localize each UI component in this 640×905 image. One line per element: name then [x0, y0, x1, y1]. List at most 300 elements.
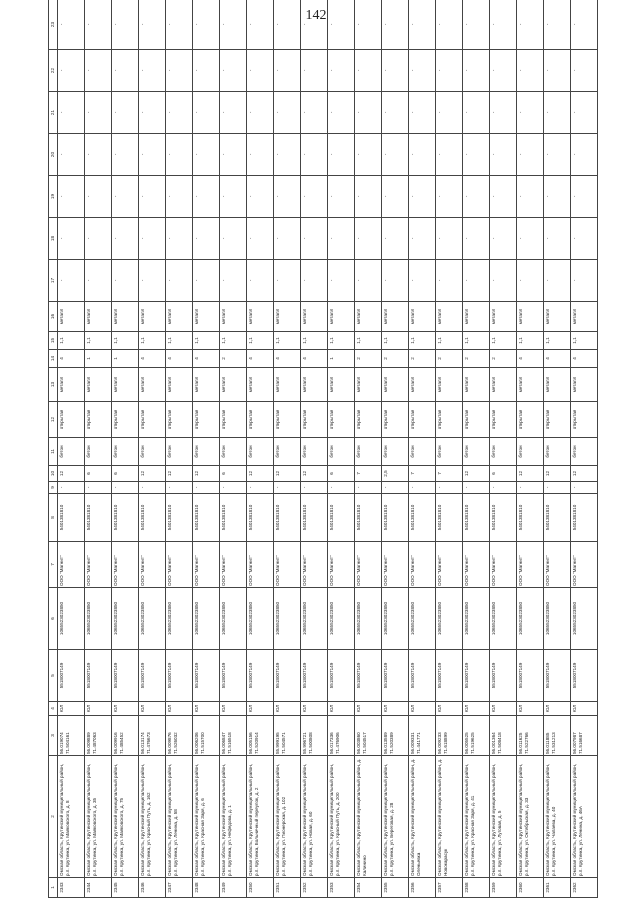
cell-c22: -: [463, 50, 490, 92]
cell-c19: -: [436, 176, 463, 218]
cell-c11: бетон: [247, 438, 274, 466]
cell-c14: 4: [517, 350, 544, 368]
cell-id: 2351: [274, 878, 301, 898]
cell-c13: металл: [436, 368, 463, 402]
cell-c15: 1,1: [463, 332, 490, 350]
cell-c17: -: [220, 260, 247, 302]
cell-c10: 12: [193, 466, 220, 482]
cell-c11: бетон: [571, 438, 598, 466]
cell-address: Омская область, Крутинский муниципальный район, р.п. Крутинка, ул. Береговая, д. 28: [382, 756, 409, 878]
cell-c12: открытая: [436, 402, 463, 438]
cell-c20: -: [517, 134, 544, 176]
cell-c22: -: [490, 50, 517, 92]
cell-id: 2347: [166, 878, 193, 898]
cell-address: Омская область, Крутинский муниципальный район, д. Оленьевка: [409, 756, 436, 878]
cell-okved: 5401381810: [274, 494, 301, 542]
cell-c19: -: [220, 176, 247, 218]
cell-c21: -: [193, 92, 220, 134]
cell-c20: -: [301, 134, 328, 176]
cell-c23: -: [355, 0, 382, 50]
cell-c16: металл: [193, 302, 220, 332]
cell-c20: -: [463, 134, 490, 176]
cell-c15: 1,1: [85, 332, 112, 350]
cell-ogrn: 1065523023850: [247, 588, 274, 650]
cell-c20: -: [382, 134, 409, 176]
cell-id: 2345: [112, 878, 139, 898]
cell-address: Омская область, Крутинский муниципальный район, р.п. Крутинка, ул. Маяковского, д. 8: [58, 756, 85, 878]
cell-id: 2352: [301, 878, 328, 898]
cell-c16: металл: [517, 302, 544, 332]
cell-ogrn: 1065523023850: [220, 588, 247, 650]
cell-c14: 4: [274, 350, 301, 368]
cell-c14: 2: [463, 350, 490, 368]
cell-okved: 5401381810: [517, 494, 544, 542]
cell-c21: -: [571, 92, 598, 134]
cell-c20: -: [571, 134, 598, 176]
cell-c11: бетон: [517, 438, 544, 466]
cell-c23: -: [112, 0, 139, 50]
column-number-cell: 17: [49, 260, 58, 302]
cell-c16: металл: [382, 302, 409, 332]
cell-c18: -: [544, 218, 571, 260]
cell-c21: -: [301, 92, 328, 134]
cell-c9: -: [274, 482, 301, 494]
cell-address: Омская область, Крутинский муниципальный район, р.п. Крутинка, ул. Ленина, д. 46А: [571, 756, 598, 878]
cell-okved: 5401381810: [355, 494, 382, 542]
cell-address: Омская область, Крутинский муниципальный район, р.п. Крутинка, ул. Луговая, д. 5: [490, 756, 517, 878]
cell-inn: 5518007149: [355, 650, 382, 702]
cell-c13: металл: [544, 368, 571, 402]
cell-c15: 1,1: [220, 332, 247, 350]
cell-org: ООО "Магнит": [517, 542, 544, 588]
cell-inn: 5518007149: [382, 650, 409, 702]
cell-c17: -: [436, 260, 463, 302]
cell-c18: -: [166, 218, 193, 260]
cell-okved: 5401381810: [490, 494, 517, 542]
cell-c19: -: [301, 176, 328, 218]
cell-c10: 12: [274, 466, 301, 482]
cell-c9: -: [139, 482, 166, 494]
column-number-cell: 9: [49, 482, 58, 494]
cell-address: Омская область, Крутинский муниципальный район, р.п. Крутинка, ул. Красная Заря, д. 41: [463, 756, 490, 878]
cell-org: ООО "Магнит": [139, 542, 166, 588]
page-number: 142: [305, 8, 327, 23]
cell-c23: -: [409, 0, 436, 50]
cell-inn: 5518007149: [85, 650, 112, 702]
cell-address: Омская область, Крутинский муниципальный район, р.п. Крутинка, ул. Красный Путь, д. 200: [328, 756, 355, 878]
cell-coords: 56.009916 71.485452: [112, 716, 139, 756]
cell-org: ООО "Магнит": [328, 542, 355, 588]
cell-c13: металл: [328, 368, 355, 402]
cell-c22: -: [166, 50, 193, 92]
cell-inn: 5518007149: [463, 650, 490, 702]
cell-ogrn: 1065523023850: [85, 588, 112, 650]
cell-id: 2356: [409, 878, 436, 898]
cell-okved: 5401381810: [463, 494, 490, 542]
cell-c11: бетон: [220, 438, 247, 466]
cell-coords: 56.006206 71.515700: [193, 716, 220, 756]
cell-c16: металл: [112, 302, 139, 332]
cell-inn: 5518007149: [166, 650, 193, 702]
cell-c12: открытая: [328, 402, 355, 438]
cell-coords: 56.013174 71.476673: [139, 716, 166, 756]
table-row: [436, 0, 463, 898]
cell-c15: 1,1: [409, 332, 436, 350]
cell-c18: -: [247, 218, 274, 260]
cell-c21: -: [139, 92, 166, 134]
cell-inn: 5518007149: [517, 650, 544, 702]
cell-c16: металл: [301, 302, 328, 332]
cell-okved: 5401381810: [328, 494, 355, 542]
register-table: [48, 0, 598, 898]
cell-c23: -: [517, 0, 544, 50]
cell-c12: открытая: [382, 402, 409, 438]
cell-c9: -: [382, 482, 409, 494]
cell-c14: 2: [220, 350, 247, 368]
cell-org: ООО "Магнит": [490, 542, 517, 588]
cell-c20: -: [355, 134, 382, 176]
cell-c22: -: [328, 50, 355, 92]
cell-address: Омская область, Крутинский муниципальный район, д. Калинино: [355, 756, 382, 878]
cell-ogrn: 1065523023850: [490, 588, 517, 650]
cell-coords: 56.009876 71.526032: [166, 716, 193, 756]
cell-type: ЮЛ: [247, 702, 274, 716]
cell-c11: бетон: [193, 438, 220, 466]
cell-okved: 5401381810: [220, 494, 247, 542]
cell-org: ООО "Магнит": [355, 542, 382, 588]
column-number-row: [49, 0, 58, 898]
cell-c10: 12: [463, 466, 490, 482]
cell-c9: -: [301, 482, 328, 494]
column-number-cell: 11: [49, 438, 58, 466]
table-row: [544, 0, 571, 898]
cell-c21: -: [85, 92, 112, 134]
cell-inn: 5518007149: [220, 650, 247, 702]
cell-coords: 56.005525 71.519625: [463, 716, 490, 756]
cell-c19: -: [274, 176, 301, 218]
cell-c16: металл: [436, 302, 463, 332]
cell-id: 2359: [490, 878, 517, 898]
cell-c21: -: [382, 92, 409, 134]
cell-c20: -: [193, 134, 220, 176]
cell-c22: -: [517, 50, 544, 92]
cell-type: ЮЛ: [382, 702, 409, 716]
cell-c19: -: [85, 176, 112, 218]
cell-c15: 1,1: [193, 332, 220, 350]
cell-c23: -: [436, 0, 463, 50]
cell-type: ЮЛ: [166, 702, 193, 716]
cell-c14: 2: [490, 350, 517, 368]
cell-inn: 5518007149: [571, 650, 598, 702]
cell-id: 2354: [355, 878, 382, 898]
cell-c13: металл: [220, 368, 247, 402]
table-row: [571, 0, 598, 898]
cell-c18: -: [409, 218, 436, 260]
cell-c18: -: [355, 218, 382, 260]
cell-coords: 55.996721 71.500808: [301, 716, 328, 756]
cell-c17: -: [409, 260, 436, 302]
cell-ogrn: 1065523023850: [139, 588, 166, 650]
cell-type: ЮЛ: [328, 702, 355, 716]
cell-ogrn: 1065523023850: [382, 588, 409, 650]
cell-c12: открытая: [220, 402, 247, 438]
cell-c11: бетон: [274, 438, 301, 466]
cell-c23: -: [58, 0, 85, 50]
cell-type: ЮЛ: [517, 702, 544, 716]
cell-address: Омская область, Крутинский муниципальный район, р.п. Крутинка, Больничный переулок, д. 2: [247, 756, 274, 878]
cell-ogrn: 1065523023850: [301, 588, 328, 650]
table-row: [490, 0, 517, 898]
cell-c18: -: [571, 218, 598, 260]
cell-c23: -: [247, 0, 274, 50]
cell-ogrn: 1065523023850: [193, 588, 220, 650]
cell-org: ООО "Магнит": [409, 542, 436, 588]
cell-type: ЮЛ: [112, 702, 139, 716]
cell-c12: открытая: [247, 402, 274, 438]
cell-c14: 4: [139, 350, 166, 368]
cell-c23: -: [85, 0, 112, 50]
cell-c21: -: [58, 92, 85, 134]
cell-id: 2346: [139, 878, 166, 898]
cell-c23: -: [166, 0, 193, 50]
cell-coords: 56.019074 71.504161: [58, 716, 85, 756]
cell-c21: -: [355, 92, 382, 134]
cell-c22: -: [220, 50, 247, 92]
cell-c16: металл: [166, 302, 193, 332]
cell-ogrn: 1065523023850: [328, 588, 355, 650]
cell-address: Омская область, Крутинский муниципальный район, д. Новокарасук: [436, 756, 463, 878]
table-row: [382, 0, 409, 898]
cell-c9: -: [85, 482, 112, 494]
cell-c21: -: [220, 92, 247, 134]
cell-c13: металл: [85, 368, 112, 402]
cell-c10: 6: [85, 466, 112, 482]
cell-c19: -: [571, 176, 598, 218]
cell-id: 2344: [85, 878, 112, 898]
cell-c23: -: [139, 0, 166, 50]
cell-c21: -: [274, 92, 301, 134]
cell-coords: 56.013589 71.520389: [382, 716, 409, 756]
cell-c11: бетон: [382, 438, 409, 466]
cell-c10: 2,5: [382, 466, 409, 482]
cell-c11: бетон: [463, 438, 490, 466]
table-row: [193, 0, 220, 898]
cell-c17: -: [490, 260, 517, 302]
cell-c10: 12: [166, 466, 193, 482]
cell-c10: 12: [58, 466, 85, 482]
cell-c20: -: [328, 134, 355, 176]
cell-c21: -: [247, 92, 274, 134]
cell-c12: открытая: [166, 402, 193, 438]
cell-id: 2343: [58, 878, 85, 898]
cell-inn: 5518007149: [328, 650, 355, 702]
cell-c11: бетон: [409, 438, 436, 466]
cell-c14: 4: [301, 350, 328, 368]
cell-c20: -: [409, 134, 436, 176]
cell-address: Омская область, Крутинский муниципальный район, р.п. Крутинка, ул. Маяковского, д. 35: [85, 756, 112, 878]
cell-c19: -: [463, 176, 490, 218]
cell-c10: 6: [328, 466, 355, 482]
cell-c18: -: [463, 218, 490, 260]
cell-c11: бетон: [490, 438, 517, 466]
cell-c22: -: [409, 50, 436, 92]
cell-c13: металл: [193, 368, 220, 402]
cell-c15: 1,1: [355, 332, 382, 350]
cell-c20: -: [58, 134, 85, 176]
cell-ogrn: 1065523023850: [463, 588, 490, 650]
cell-c17: -: [328, 260, 355, 302]
cell-c14: 4: [571, 350, 598, 368]
column-number-cell: 16: [49, 302, 58, 332]
cell-c10: 12: [301, 466, 328, 482]
cell-c22: -: [193, 50, 220, 92]
cell-c15: 1,1: [571, 332, 598, 350]
cell-c18: -: [58, 218, 85, 260]
cell-c11: бетон: [436, 438, 463, 466]
cell-address: Омская область, Крутинский муниципальный район, р.п. Крутинка, ул. Красный Путь, д. 162: [139, 756, 166, 878]
cell-c17: -: [544, 260, 571, 302]
cell-coords: 56.001364 71.508418: [490, 716, 517, 756]
column-number-cell: 10: [49, 466, 58, 482]
cell-id: 2349: [220, 878, 247, 898]
cell-c12: открытая: [490, 402, 517, 438]
cell-okved: 5401381810: [247, 494, 274, 542]
cell-c18: -: [274, 218, 301, 260]
table-row: [463, 0, 490, 898]
cell-c22: -: [382, 50, 409, 92]
cell-c13: металл: [355, 368, 382, 402]
cell-c17: -: [463, 260, 490, 302]
cell-c18: -: [220, 218, 247, 260]
cell-c14: 2: [436, 350, 463, 368]
column-number-cell: 23: [49, 0, 58, 50]
cell-inn: 5518007149: [436, 650, 463, 702]
cell-c17: -: [58, 260, 85, 302]
cell-c14: 1: [328, 350, 355, 368]
table-row: [328, 0, 355, 898]
cell-c10: 12: [544, 466, 571, 482]
cell-type: ЮЛ: [490, 702, 517, 716]
cell-c13: металл: [301, 368, 328, 402]
cell-c12: открытая: [571, 402, 598, 438]
cell-inn: 5518007149: [247, 650, 274, 702]
cell-org: ООО "Магнит": [220, 542, 247, 588]
cell-c15: 1,1: [436, 332, 463, 350]
cell-c13: металл: [382, 368, 409, 402]
cell-c11: бетон: [301, 438, 328, 466]
cell-id: 2358: [463, 878, 490, 898]
cell-coords: 56.011885 71.531213: [544, 716, 571, 756]
cell-c11: бетон: [328, 438, 355, 466]
cell-type: ЮЛ: [193, 702, 220, 716]
cell-c16: металл: [247, 302, 274, 332]
cell-c17: -: [139, 260, 166, 302]
cell-okved: 5401381810: [436, 494, 463, 542]
cell-org: ООО "Магнит": [274, 542, 301, 588]
cell-c14: 2: [355, 350, 382, 368]
cell-c17: -: [247, 260, 274, 302]
column-number-cell: 13: [49, 368, 58, 402]
cell-org: ООО "Магнит": [112, 542, 139, 588]
cell-inn: 5518007149: [112, 650, 139, 702]
cell-c9: -: [571, 482, 598, 494]
cell-c22: -: [436, 50, 463, 92]
cell-c16: металл: [139, 302, 166, 332]
cell-c12: открытая: [517, 402, 544, 438]
cell-okved: 5401381810: [166, 494, 193, 542]
table-row: [409, 0, 436, 898]
cell-c10: 12: [571, 466, 598, 482]
cell-c15: 1,1: [139, 332, 166, 350]
column-number-cell: 21: [49, 92, 58, 134]
cell-okved: 5401381810: [139, 494, 166, 542]
rotated-table-area: [48, 21, 592, 898]
cell-c17: -: [517, 260, 544, 302]
cell-c9: -: [544, 482, 571, 494]
cell-ogrn: 1065523023850: [58, 588, 85, 650]
cell-c10: 12: [517, 466, 544, 482]
cell-c21: -: [517, 92, 544, 134]
table-row: [220, 0, 247, 898]
cell-org: ООО "Магнит": [436, 542, 463, 588]
column-number-cell: 12: [49, 402, 58, 438]
column-number-cell: 3: [49, 716, 58, 756]
cell-c19: -: [490, 176, 517, 218]
cell-c22: -: [247, 50, 274, 92]
cell-c22: -: [274, 50, 301, 92]
cell-c13: металл: [247, 368, 274, 402]
cell-c13: металл: [463, 368, 490, 402]
cell-c14: 4: [247, 350, 274, 368]
cell-c17: -: [193, 260, 220, 302]
cell-c9: -: [166, 482, 193, 494]
cell-type: ЮЛ: [544, 702, 571, 716]
cell-org: ООО "Магнит": [166, 542, 193, 588]
cell-id: 2362: [571, 878, 598, 898]
cell-c17: -: [274, 260, 301, 302]
cell-type: ЮЛ: [58, 702, 85, 716]
cell-c23: -: [382, 0, 409, 50]
cell-c17: -: [355, 260, 382, 302]
cell-c14: 2: [409, 350, 436, 368]
cell-type: ЮЛ: [436, 702, 463, 716]
table-row: [274, 0, 301, 898]
cell-type: ЮЛ: [139, 702, 166, 716]
cell-c16: металл: [490, 302, 517, 332]
cell-c16: металл: [544, 302, 571, 332]
cell-ogrn: 1065523023850: [274, 588, 301, 650]
cell-c23: -: [193, 0, 220, 50]
cell-coords: 56.005156 71.520914: [247, 716, 274, 756]
cell-c9: -: [355, 482, 382, 494]
table-row: [166, 0, 193, 898]
cell-c13: металл: [409, 368, 436, 402]
cell-c10: 6: [112, 466, 139, 482]
cell-c16: металл: [463, 302, 490, 332]
cell-c14: 4: [544, 350, 571, 368]
cell-c21: -: [166, 92, 193, 134]
cell-okved: 5401381810: [544, 494, 571, 542]
cell-c9: -: [490, 482, 517, 494]
cell-c15: 1,1: [544, 332, 571, 350]
cell-type: ЮЛ: [301, 702, 328, 716]
cell-c16: металл: [274, 302, 301, 332]
cell-c12: открытая: [544, 402, 571, 438]
cell-type: ЮЛ: [463, 702, 490, 716]
cell-inn: 5518007149: [274, 650, 301, 702]
cell-address: Омская область, Крутинский муниципальный район, р.п. Крутинка, ул. Маяковского, д. 75: [112, 756, 139, 878]
cell-c19: -: [247, 176, 274, 218]
